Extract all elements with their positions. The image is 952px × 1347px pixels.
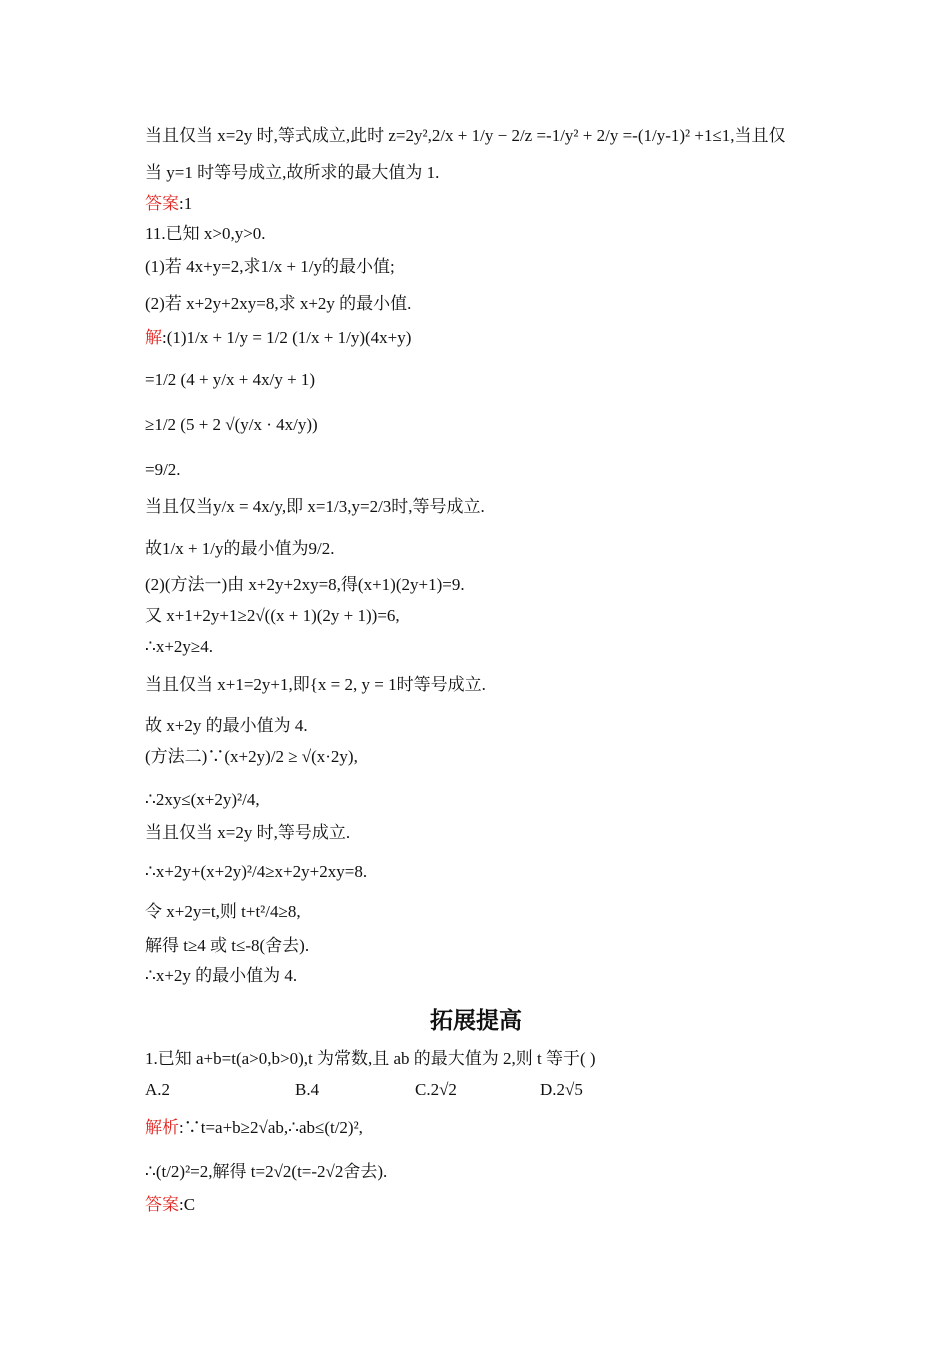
analysis-text: :∵t=a+b≥2√ab,∴ab≤(t/2)², [179, 1118, 363, 1137]
text-line: (方法二)∵(x+2y)/2 ≥ √(x·2y), [145, 747, 358, 766]
text-line: ∴x+2y≥4. [145, 637, 213, 656]
text-line: (2)(方法一)由 x+2y+2xy=8,得(x+1)(2y+1)=9. [145, 575, 465, 594]
text-line: ∴x+2y 的最小值为 4. [145, 966, 298, 985]
text-line: 当且仅当 x+1=2y+1,即{x = 2, y = 1时等号成立. [145, 675, 486, 694]
final-answer-value: :C [179, 1195, 196, 1214]
text-line: ∴2xy≤(x+2y)²/4, [145, 790, 260, 809]
text-line: ≥1/2 (5 + 2 √(y/x · 4x/y)) [145, 415, 318, 434]
option-b: B.4 [295, 1080, 320, 1099]
final-answer-label: 答案 [145, 1195, 179, 1214]
option-a: A.2 [145, 1080, 171, 1099]
option-d: D.2√5 [540, 1080, 583, 1099]
text-line: 解得 t≥4 或 t≤-8(舍去). [145, 936, 310, 955]
answer-label: 答案 [145, 194, 179, 213]
text-line: (1)若 4x+y=2,求1/x + 1/y的最小值; [145, 257, 395, 276]
solution-text: :(1)1/x + 1/y = 1/2 (1/x + 1/y)(4x+y) [162, 328, 412, 347]
final-answer-line [145, 1193, 845, 1217]
text-line: 令 x+2y=t,则 t+t²/4≥8, [145, 902, 301, 921]
text-line: 故 x+2y 的最小值为 4. [145, 716, 308, 735]
text-line: 又 x+1+2y+1≥2√((x + 1)(2y + 1))=6, [145, 606, 400, 625]
text-line: (2)若 x+2y+2xy=8,求 x+2y 的最小值. [145, 294, 412, 313]
answer-line [145, 192, 845, 216]
solution-label: 解 [145, 328, 162, 347]
text-line: 故1/x + 1/y的最小值为9/2. [145, 539, 335, 558]
analysis-label: 解析 [145, 1118, 179, 1137]
text-line: 当 y=1 时等号成立,故所求的最大值为 1. [145, 163, 440, 182]
section-heading: 拓展提高 [430, 1008, 522, 1034]
text-line: 当且仅当 x=2y 时,等式成立,此时 z=2y²,2/x + 1/y − 2/z =-1/y² + 2/y =-(1/y-1)² +1≤1,当且仅 [145, 126, 786, 145]
analysis-line [145, 1116, 845, 1140]
text-line: 当且仅当 x=2y 时,等号成立. [145, 823, 351, 842]
text-line: ∴x+2y+(x+2y)²/4≥x+2y+2xy=8. [145, 862, 368, 881]
analysis-line-2: ∴(t/2)²=2,解得 t=2√2(t=-2√2舍去). [145, 1162, 388, 1181]
text-line: =1/2 (4 + y/x + 4x/y + 1) [145, 370, 316, 389]
problem-heading: 11.已知 x>0,y>0. [145, 224, 266, 243]
question-line: 1.已知 a+b=t(a>0,b>0),t 为常数,且 ab 的最大值为 2,则 t 等于( ) [145, 1049, 596, 1068]
solution-line [145, 326, 845, 350]
option-c: C.2√2 [415, 1080, 457, 1099]
answer-value: :1 [179, 194, 193, 213]
text-line: =9/2. [145, 460, 181, 479]
text-line: 当且仅当y/x = 4x/y,即 x=1/3,y=2/3时,等号成立. [145, 497, 485, 516]
